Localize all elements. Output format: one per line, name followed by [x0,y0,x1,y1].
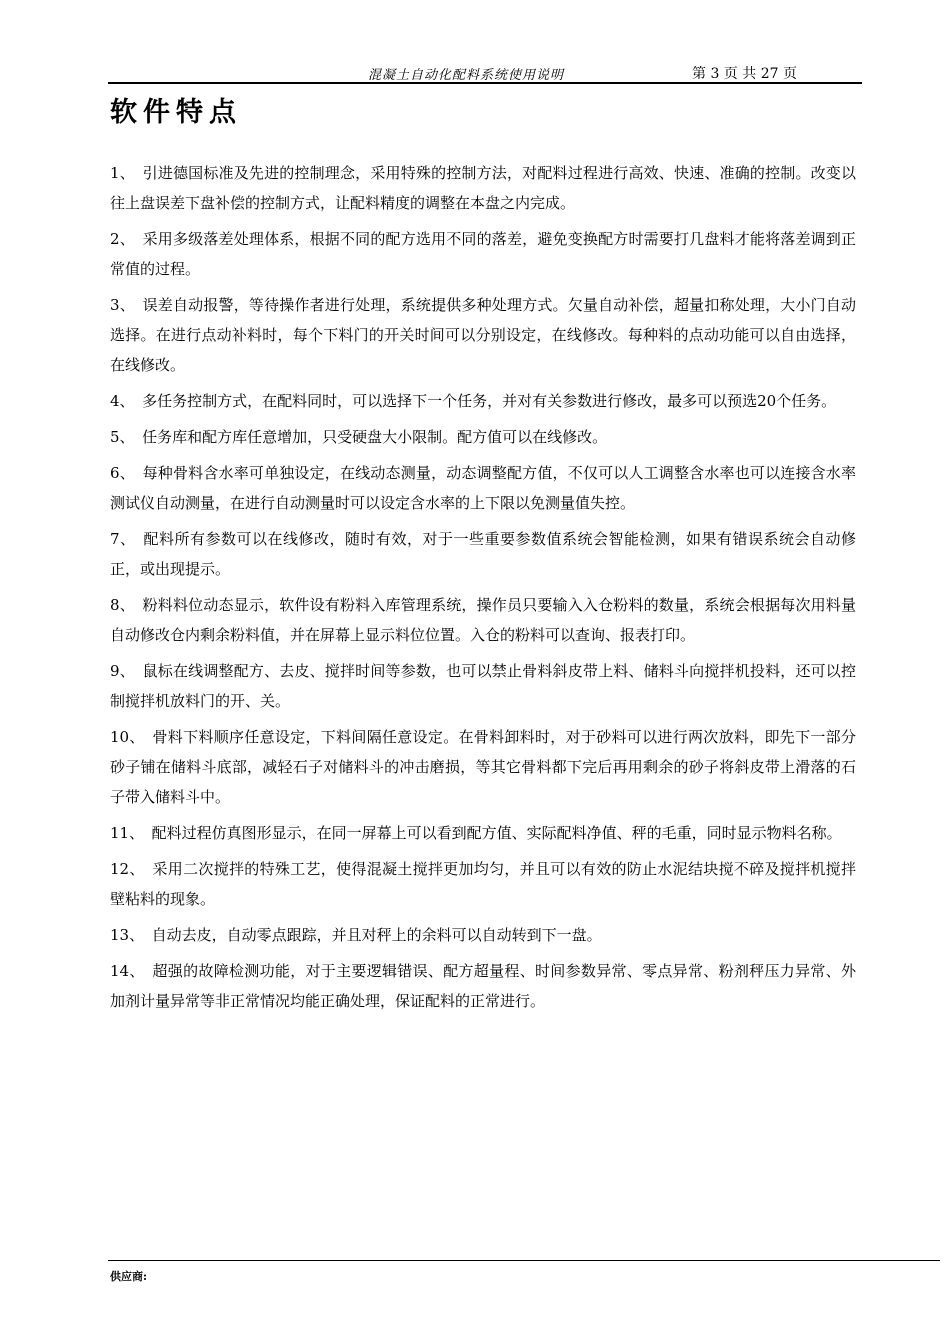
header-divider [108,82,862,84]
feature-item [110,656,856,716]
feature-text: 采用多级落差处理体系，根据不同的配方选用不同的落差，避免变换配方时需要打几盘料才能将落差调到正常值的过程。 [110,230,856,278]
feature-number: 13、 [110,926,137,944]
feature-text: 鼠标在线调整配方、去皮、搅拌时间等参数，也可以禁止骨料斜皮带上料、储料斗向搅拌机投料，还可以控制搅拌机放料门的开、关。 [110,662,856,710]
feature-text: 超强的故障检测功能，对于主要逻辑错误、配方超量程、时间参数异常、零点异常、粉剂秤压力异常、外加剂计量异常等非正常情况均能正确处理，保证配料的正常进行。 [110,962,856,1010]
feature-item [110,422,856,452]
feature-item [110,158,856,218]
feature-item [110,524,856,584]
feature-number: 6、 [110,464,128,482]
feature-item [110,458,856,518]
feature-text: 自动去皮，自动零点跟踪，并且对秤上的余料可以自动转到下一盘。 [151,926,602,944]
feature-item [110,854,856,914]
feature-text: 任务库和配方库任意增加，只受硬盘大小限制。配方值可以在线修改。 [142,428,608,446]
feature-number: 5、 [110,428,128,446]
feature-number: 14、 [110,962,138,980]
feature-text: 每种骨料含水率可单独设定，在线动态测量，动态调整配方值，不仅可以人工调整含水率也可以连接含水率测试仪自动测量，在进行自动测量时可以设定含水率的上下限以免测量值失控。 [110,464,856,512]
feature-item [110,818,856,848]
feature-text: 引进德国标准及先进的控制理念，采用特殊的控制方法，对配料过程进行高效、快速、准确的控制。改变以往上盘误差下盘补偿的控制方式，让配料精度的调整在本盘之内完成。 [110,164,856,212]
feature-number: 1、 [110,164,128,182]
feature-number: 11、 [110,824,137,842]
feature-number: 7、 [110,530,129,548]
section-title: 软件特点 [110,97,242,128]
feature-item [110,722,856,812]
supplier-label: 供应商: [110,1270,148,1283]
feature-text: 粉料料位动态显示，软件设有粉料入库管理系统，操作员只要输入入仓粉料的数量，系统会根据每次用料量自动修改仓内剩余粉料值，并在屏幕上显示料位位置。入仓的粉料可以查询、报表打印。 [110,596,856,644]
feature-number: 3、 [110,296,128,314]
feature-item [110,590,856,650]
feature-item [110,920,856,950]
feature-text: 误差自动报警，等待操作者进行处理，系统提供多种处理方式。欠量自动补偿，超量扣称处理，大小门自动选择。在进行点动补料时，每个下料门的开关时间可以分别设定，在线修改。每种料的点动功能可以自由选择，在线修改。 [110,296,856,374]
feature-text: 采用二次搅拌的特殊工艺，使得混凝土搅拌更加均匀，并且可以有效的防止水泥结块搅不碎及搅拌机搅拌壁粘料的现象。 [110,860,856,908]
feature-number: 8、 [110,596,128,614]
page-number: 第 3 页 共 27 页 [692,66,797,82]
feature-number: 10、 [110,728,138,746]
feature-item [110,386,856,416]
feature-item [110,290,856,380]
document-title: 混凝土自动化配料系统使用说明 [368,68,565,83]
feature-text: 配料过程仿真图形显示，在同一屏幕上可以看到配方值、实际配料净值、秤的毛重，同时显示物料名称。 [151,824,842,842]
footer-divider [108,1260,940,1261]
feature-text: 配料所有参数可以在线修改，随时有效，对于一些重要参数值系统会智能检测，如果有错误系统会自动修正，或出现提示。 [110,530,856,578]
feature-item [110,956,856,1016]
feature-number: 9、 [110,662,128,680]
feature-number: 4、 [110,392,128,410]
page-header [108,58,862,84]
feature-item [110,224,856,284]
feature-text: 骨料下料顺序任意设定，下料间隔任意设定。在骨料卸料时，对于砂料可以进行两次放料，即先下一部分砂子铺在储料斗底部，减轻石子对储料斗的冲击磨损，等其它骨料都下完后再用剩余的砂子将斜皮带上滑落的石子带入储料斗中。 [110,728,856,806]
feature-number: 2、 [110,230,128,248]
feature-list [110,158,856,1022]
feature-number: 12、 [110,860,138,878]
feature-text: 多任务控制方式，在配料同时，可以选择下一个任务，并对有关参数进行修改，最多可以预选20个任务。 [142,392,837,410]
